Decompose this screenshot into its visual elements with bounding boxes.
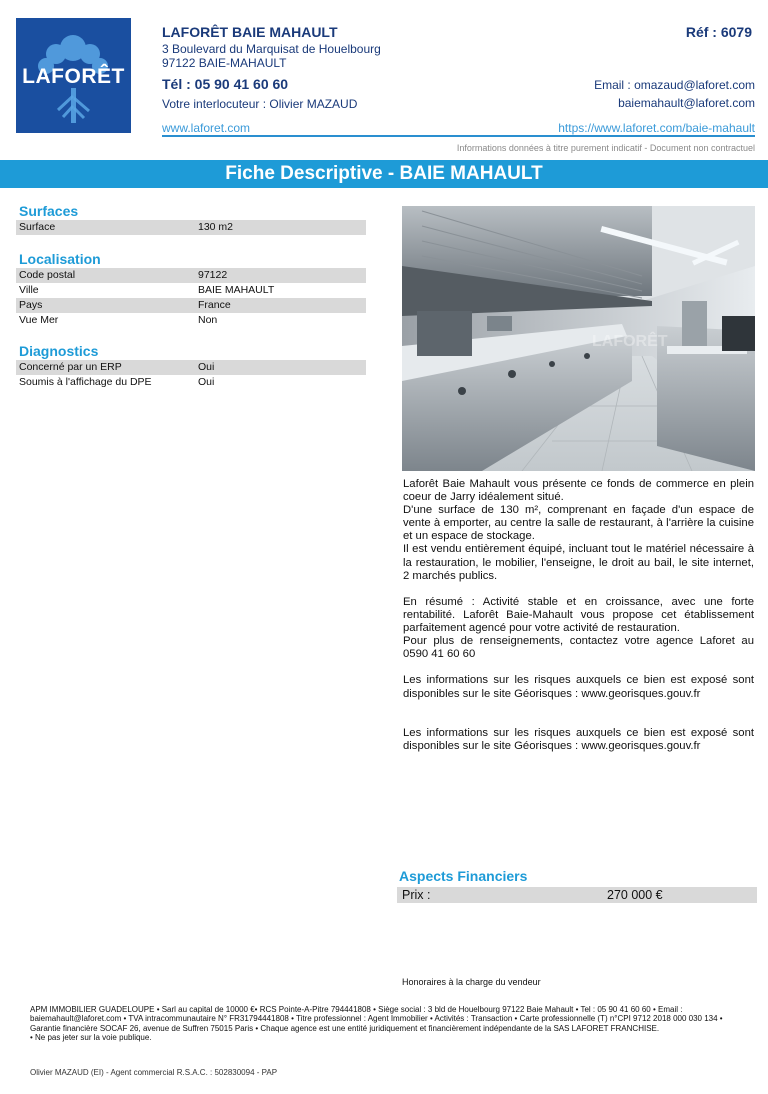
description-paragraph: Laforêt Baie Mahault vous présente ce fonds de commerce en plein coeur de Jarry idéalement situé. [403,478,754,504]
description-paragraph: En résumé : Activité stable et en croissance, avec une forte rentabilité. Laforêt Baie-Mahault vous propose cet établissement parfaitement agencé pour votre activité de restauration. [403,595,754,635]
table-row [16,283,366,298]
table-row [16,313,366,328]
description-paragraph: Il est vendu entièrement équipé, incluant tout le matériel nécessaire à la restauration, le mobilier, l'enseigne, le droit au bail, le site internet, 2 marchés publics. [403,543,754,582]
logo-text: LAFORÊT [22,65,125,88]
laforet-logo [16,18,131,133]
price-label: Prix : [402,888,431,902]
address-line-1: 3 Boulevard du Marquisat de Houelbourg [162,42,381,56]
table-row [16,298,366,313]
kitchen-image [402,206,755,471]
email-secondary[interactable]: baiemahault@laforet.com [618,96,755,110]
description-paragraph: Les informations sur les risques auxquels ce bien est exposé sont disponibles sur le site Géorisques : www.georisques.gouv.fr [403,674,754,700]
legal-notice [30,1005,742,1042]
row-label: Pays [19,299,43,311]
row-label: Vue Mer [19,314,59,326]
legal-text-2: • Ne pas jeter sur la voie publique. [30,1032,152,1042]
description-paragraph: Les informations sur les risques auxquels ce bien est exposé sont disponibles sur le site Géorisques : www.georisques.gouv.fr [403,726,754,752]
price-row [397,887,757,903]
localisation-title: Localisation [19,251,101,267]
row-label: Code postal [19,269,76,281]
row-label: Concerné par un ERP [19,361,122,373]
description-paragraph: Pour plus de renseignements, contactez votre agence Laforet au 0590 41 60 60 [403,635,754,661]
photo-watermark: LAFORÊT [592,333,668,350]
row-value: Oui [198,376,215,388]
table-row [16,220,366,235]
header-divider [162,135,755,137]
table-row [16,360,366,375]
table-row [16,268,366,283]
page-title: Fiche Descriptive - BAIE MAHAULT [0,160,768,188]
disclaimer: Informations données à titre purement indicatif - Document non contractuel [456,143,755,153]
financial-title: Aspects Financiers [399,868,528,884]
legal-text: APM IMMOBILIER GUADELOUPE • Sarl au capital de 10000 €• RCS Pointe-A-Pitre 794441808 • Siège social : 3 bld de Houelbourg 97122 Baie Mahault • Tel : 05 90 41 60 60 • Email : baiemahault@laforet.com • TVA intracommunautaire N° FR31794441808 • Titre professionnel : Agent Immobilier • Activités : Transaction • Carte professionnelle (T) n°CPI 9712 2018 000 030 134 • Garantie financière SOCAF 26, avenue de Suffren 75015 Paris • Chaque agence est une entité juridiquement et financièrement indépendante de la SAS LAFORET FRANCHISE. [30,1005,723,1033]
description-spacer [403,714,754,727]
row-value: 130 m2 [198,221,234,233]
phone-number: Tél : 05 90 41 60 60 [162,76,289,92]
row-value: BAIE MAHAULT [198,284,275,296]
row-value: Oui [198,361,215,373]
row-label: Surface [19,221,56,233]
row-value: Non [198,314,218,326]
price-value: 270 000 € [607,888,663,902]
description-spacer [403,701,754,714]
email-primary[interactable]: Email : omazaud@laforet.com [594,78,755,92]
contact-person: Votre interlocuteur : Olivier MAZAUD [162,97,358,111]
reference-number: Réf : 6079 [685,24,752,40]
row-label: Soumis à l'affichage du DPE [19,376,152,388]
agent-info: Olivier MAZAUD (EI) - Agent commercial R.S.A.C. : 502830094 - PAP [30,1068,278,1077]
agency-url-link[interactable]: https://www.laforet.com/baie-mahault [558,121,755,135]
description-spacer [403,583,754,596]
row-value: 97122 [198,269,228,281]
description-spacer [403,661,754,674]
fees-note: Honoraires à la charge du vendeur [402,977,541,987]
property-photo [402,206,755,471]
description-paragraph: D'une surface de 130 m², comprenant en façade d'un espace de vente à emporter, au centre la salle de restaurant, à l'arrière la cuisine et un espace de stockage. [403,504,754,543]
row-label: Ville [19,284,39,296]
surfaces-title: Surfaces [19,203,79,219]
website-link[interactable]: www.laforet.com [162,121,251,135]
row-value: France [198,299,231,311]
property-description [403,478,754,753]
address-line-2: 97122 BAIE-MAHAULT [162,56,287,70]
table-row [16,375,366,390]
agency-name: LAFORÊT BAIE MAHAULT [162,24,338,40]
diagnostics-title: Diagnostics [19,343,99,359]
